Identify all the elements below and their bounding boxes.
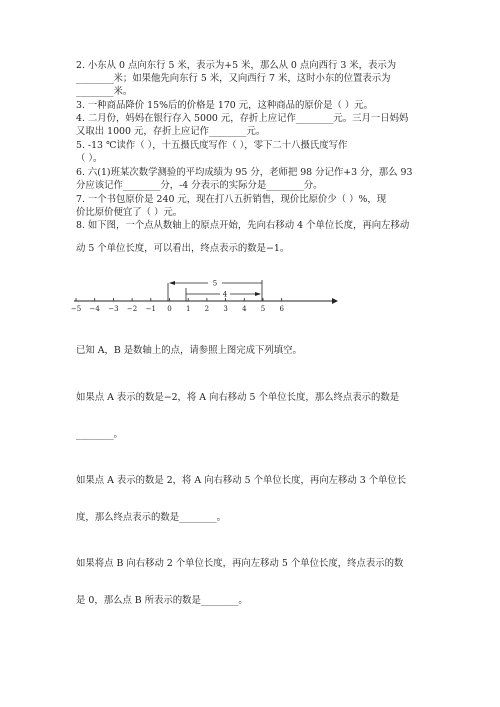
fill-3-line-2: 是 0，那么点 B 所表示的数是________。 <box>76 595 248 606</box>
question-5-line-1: 5. -13 ℃读作（ ），十五摄氏度写作（ ），零下二十八摄氏度写作 <box>76 140 348 151</box>
number-line-tick-label: 1 <box>185 305 191 313</box>
number-line-tick-label: −5 <box>70 305 82 313</box>
question-2-line-3: ________米。 <box>76 86 133 97</box>
question-8-line-1: 8. 如下图，一个点从数轴上的原点开始，先向右移动 4 个单位长度，再向左移动 <box>76 220 410 231</box>
number-line-tick-label: 6 <box>279 305 284 313</box>
number-line-ticks <box>71 298 285 313</box>
number-line-tick-label: −2 <box>126 305 138 313</box>
question-2-line-2: ________米；如果他先向东行 5 米，又向西行 7 米，这时小东的位置表示为 <box>76 73 391 84</box>
arrow-label-right: 4 <box>222 290 228 299</box>
movement-arrows <box>168 280 262 302</box>
question-4-line-2: 又取出 1000 元，存折上应记作________元。 <box>76 126 266 137</box>
question-6-line-1: 6. 六(1)班某次数学测验的平均成绩为 95 分，老师把 98 分记作+3 分，那么 93 <box>76 167 413 178</box>
fill-1-line-1: 如果点 A 表示的数是−2，将 A 向右移动 5 个单位长度，那么终点表示的数是 <box>76 392 400 403</box>
question-3-line-1: 3. 一种商品降价 15%后的价格是 170 元，这种商品的原价是（ ）元。 <box>76 100 373 111</box>
question-7-line-1: 7. 一个书包原价是 240 元，现在打八五折销售，现价比原价少（ ）%，现 <box>76 194 387 205</box>
fill-2-line-1: 如果点 A 表示的数是 2，将 A 向右移动 5 个单位长度，再向左移动 3 个单位长 <box>76 475 407 486</box>
number-line-tick-label: 2 <box>204 305 210 313</box>
arrow-label-left: 5 <box>212 279 218 288</box>
question-8-line-2: 动 5 个单位长度，可以看出，终点表示的数是−1。 <box>76 243 290 254</box>
instruction-line: 已知 A，B 是数轴上的点，请参照上图完成下列填空。 <box>76 345 302 356</box>
number-line-tick-label: −1 <box>145 305 156 313</box>
number-line-tick-label: −3 <box>108 305 119 313</box>
question-5-line-2: （ ）。 <box>76 153 103 164</box>
fill-3-line-1: 如果将点 B 向右移动 2 个单位长度，再向左移动 5 个单位长度，终点表示的数 <box>76 558 404 569</box>
number-line-tick-label: 0 <box>167 305 172 313</box>
fill-1-line-2: ________。 <box>76 429 123 440</box>
number-line-figure <box>70 268 340 328</box>
question-6-line-2: 分应该记作________分，-4 分表示的实际分是________分。 <box>76 180 323 191</box>
question-4-line-1: 4. 二月份，妈妈在银行存入 5000 元，存折上应记作________元。三月一日妈妈 <box>76 113 409 124</box>
fill-2-line-2: 度，那么终点表示的数是________。 <box>76 512 227 523</box>
number-line-tick-label: 3 <box>223 305 228 313</box>
number-line-tick-label: 5 <box>260 305 266 313</box>
question-2-line-1: 2. 小东从 0 点向东行 5 米，表示为+5 米，那么从 0 点向西行 3 米，表示为 <box>76 60 397 71</box>
question-7-line-2: 价比原价便宜了（ ）元。 <box>76 207 183 218</box>
number-line-tick-label: −4 <box>89 305 100 313</box>
number-line-tick-label: 4 <box>242 305 247 313</box>
